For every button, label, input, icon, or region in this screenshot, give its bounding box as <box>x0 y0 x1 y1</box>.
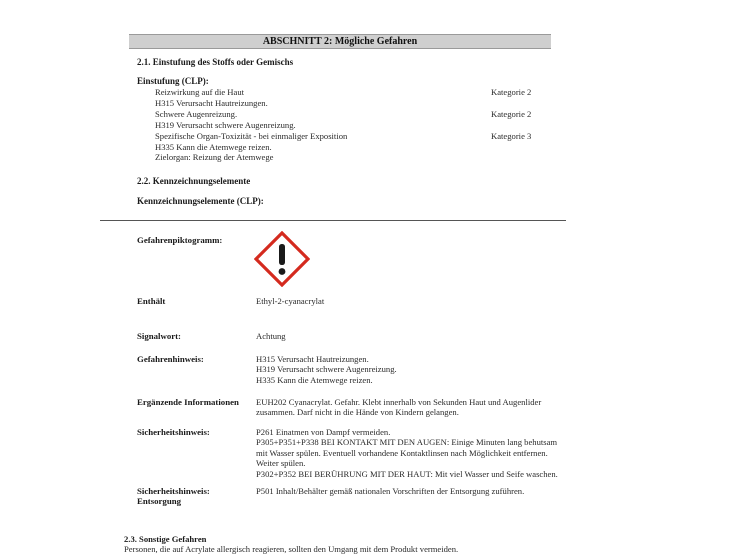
clp-row-text: H315 Verursacht Hautreizungen. <box>155 97 268 108</box>
other-hazards-text: Personen, die auf Acrylate allergisch reagieren, sollten den Umgang mit dem Produkt vermeiden. <box>124 544 459 554</box>
heading-2-2: 2.2. Kennzeichnungselemente <box>137 176 251 186</box>
precautionary-statement-line: P305+P351+P338 BEI KONTAKT MIT DEN AUGEN: Einige Minuten lang behutsam <box>256 437 558 448</box>
labelling-elements-heading: Kennzeichnungselemente (CLP): <box>137 196 264 206</box>
disposal-label <box>137 486 210 507</box>
clp-row-text: Zielorgan: Reizung der Atemwege <box>155 152 274 163</box>
signal-word-value: Achtung <box>256 331 286 341</box>
hazard-statements-label: Gefahrenhinweis: <box>137 354 204 364</box>
precautionary-statements-block <box>256 427 558 479</box>
divider-line <box>100 220 566 221</box>
hazard-statement-line: H335 Kann die Atemwege reizen. <box>256 374 373 385</box>
section-title: ABSCHNITT 2: Mögliche Gefahren <box>262 36 418 47</box>
heading-2-3: 2.3. Sonstige Gefahren <box>124 534 207 544</box>
contains-label: Enthält <box>137 296 166 306</box>
section-title-bar <box>129 34 551 49</box>
supplementary-info-line: zusammen. Darf nicht in die Hände von Kindern gelangen. <box>256 407 459 418</box>
clp-row-text: H335 Kann die Atemwege reizen. <box>155 141 272 152</box>
clp-row-text: Spezifische Organ-Toxizität - bei einmaliger Exposition <box>155 130 348 141</box>
clp-row-category: Kategorie 3 <box>491 130 532 141</box>
clp-row-text: Reizwirkung auf die Haut <box>155 87 245 97</box>
clp-row-category: Kategorie 2 <box>491 108 532 119</box>
ghs07-exclamation-mark-icon <box>254 231 310 287</box>
disposal-label-line-1: Sicherheitshinweis: <box>137 486 210 496</box>
supplementary-info-block <box>256 397 541 418</box>
precautionary-statements-label: Sicherheitshinweis: <box>137 427 210 437</box>
hazard-statements-block <box>256 354 397 385</box>
clp-row-text: Schwere Augenreizung. <box>155 108 238 119</box>
clp-row-category: Kategorie 2 <box>491 87 532 97</box>
supplementary-info-line: EUH202 Cyanacrylat. Gefahr. Klebt innerhalb von Sekunden Haut und Augenlider <box>256 397 542 407</box>
precautionary-statement-line: P261 Einatmen von Dampf vermeiden. <box>256 427 391 437</box>
disposal-statement: P501 Inhalt/Behälter gemäß nationalen Vorschriften der Entsorgung zuführen. <box>256 486 525 496</box>
signal-word-label: Signalwort: <box>137 331 181 341</box>
clp-classification-heading: Einstufung (CLP): <box>137 76 209 86</box>
precautionary-statement-line: mit Wasser spülen. Eventuell vorhandene Kontaktlinsen nach Möglichkeit entfernen. <box>256 447 548 458</box>
supplementary-info-label: Ergänzende Informationen <box>137 397 239 407</box>
pictogram-label: Gefahrenpiktogramm: <box>137 235 223 245</box>
contains-value: Ethyl-2-cyanacrylat <box>256 296 325 306</box>
hazard-statement-line: H315 Verursacht Hautreizungen. <box>256 354 369 364</box>
precautionary-statement-line: Weiter spülen. <box>256 458 306 469</box>
clp-row-text: H319 Verursacht schwere Augenreizung. <box>155 119 296 130</box>
precautionary-statement-line: P302+P352 BEI BERÜHRUNG MIT DER HAUT: Mit viel Wasser und Seife waschen. <box>256 468 558 479</box>
hazard-statement-line: H319 Verursacht schwere Augenreizung. <box>256 364 397 375</box>
heading-2-1: 2.1. Einstufung des Stoffs oder Gemischs <box>137 57 294 67</box>
disposal-label-line-2: Entsorgung <box>137 496 181 507</box>
